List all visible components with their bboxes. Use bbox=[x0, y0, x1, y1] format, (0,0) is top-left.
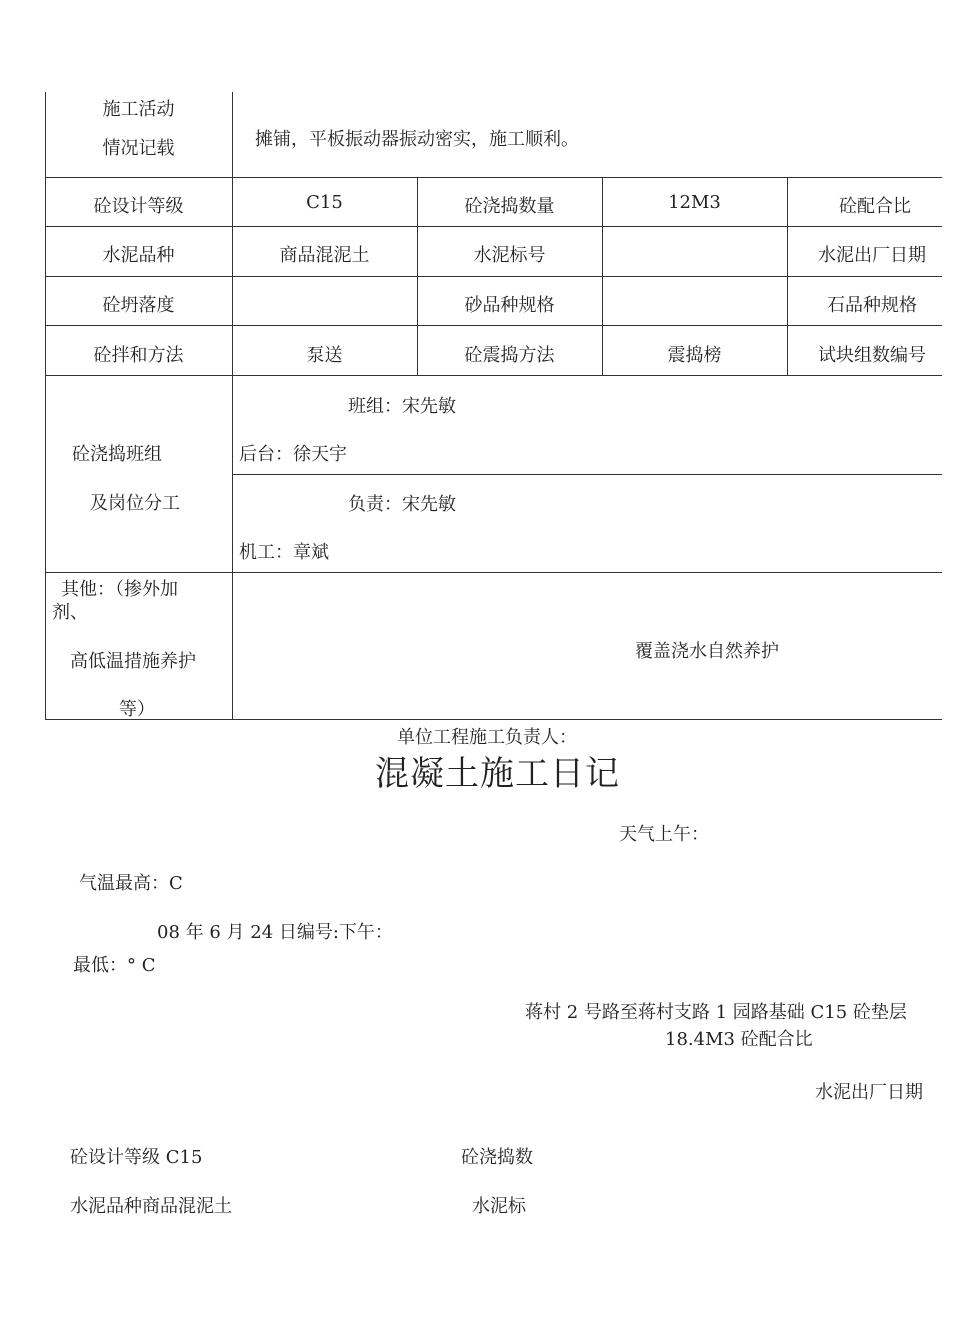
activity-text: 摊铺，平板振动器振动密实，施工顺利。 bbox=[255, 129, 579, 150]
mix-ratio-label: 砼配合比 bbox=[839, 196, 911, 217]
pour-quantity-value: 12M3 bbox=[668, 192, 721, 213]
design-grade-label: 砼设计等级 bbox=[93, 196, 184, 217]
pour-quantity-clipped: 砼浇捣数 bbox=[461, 1147, 533, 1168]
other-text: 覆盖浇水自然养护 bbox=[635, 641, 779, 662]
other-label-line1: 其他：（掺外加 bbox=[61, 579, 178, 600]
other-label-line4: 等） bbox=[119, 699, 155, 720]
stone-spec-label: 石品种规格 bbox=[827, 295, 917, 316]
date-line: 08 年 6 月 24 日编号:下午： bbox=[157, 922, 393, 943]
activity-label-line1: 施工活动 bbox=[102, 99, 175, 120]
other-label-line2: 剂、 bbox=[52, 602, 88, 623]
vibration-method-label: 砼震捣方法 bbox=[464, 345, 555, 366]
row-line-3 bbox=[45, 276, 942, 277]
cement-type-value: 商品混泥土 bbox=[279, 245, 370, 266]
mixing-method-label: 砼拌和方法 bbox=[93, 345, 184, 366]
row-line-2 bbox=[45, 226, 942, 227]
temp-high: 气温最高：C bbox=[79, 873, 183, 894]
cement-date-label: 水泥出厂日期 bbox=[818, 245, 926, 266]
crew-responsible: 负责：宋先敏 bbox=[348, 494, 456, 515]
row-line-crew-mid bbox=[232, 474, 942, 475]
crew-team: 班组：宋先敏 bbox=[348, 396, 456, 417]
table-col1-border bbox=[232, 92, 233, 720]
row-line-5 bbox=[45, 375, 942, 376]
sand-spec-label: 砂品种规格 bbox=[464, 295, 555, 316]
cement-type-clipped: 水泥品种商品混泥土 bbox=[70, 1196, 232, 1217]
temp-low: 最低：° C bbox=[73, 955, 156, 976]
row-line-bottom bbox=[45, 719, 942, 720]
cement-grade-label: 水泥标号 bbox=[473, 245, 546, 266]
row-line-4 bbox=[45, 325, 942, 326]
quantity-ratio: 18.4M3 砼配合比 bbox=[665, 1029, 813, 1050]
weather-am: 天气上午： bbox=[619, 824, 709, 845]
design-grade-value: C15 bbox=[306, 192, 343, 213]
design-grade-line: 砼设计等级 C15 bbox=[70, 1147, 203, 1168]
page-title: 混凝土施工日记 bbox=[375, 754, 620, 794]
cement-grade-clipped: 水泥标 bbox=[472, 1196, 526, 1217]
mixing-method-value: 泵送 bbox=[306, 345, 343, 366]
responsible-person-label: 单位工程施工负责人： bbox=[397, 727, 577, 748]
crew-mechanic: 机工：章斌 bbox=[239, 542, 329, 563]
project-name: 蒋村 2 号路至蒋村支路 1 园路基础 C15 砼垫层 bbox=[525, 1002, 907, 1023]
activity-label-line2: 情况记载 bbox=[102, 138, 175, 159]
other-label-line3: 高低温措施养护 bbox=[70, 651, 196, 672]
vibration-method-value: 震捣榜 bbox=[667, 345, 722, 366]
table-left-border bbox=[45, 92, 46, 720]
test-block-label: 试块组数编号 bbox=[818, 345, 926, 366]
crew-label-line2: 及岗位分工 bbox=[90, 493, 180, 514]
row-line-6 bbox=[45, 572, 942, 573]
cement-type-label: 水泥品种 bbox=[102, 245, 175, 266]
crew-backstage: 后台：徐天宇 bbox=[239, 444, 347, 465]
pour-quantity-label: 砼浇捣数量 bbox=[464, 196, 555, 217]
row-line-1 bbox=[45, 177, 942, 178]
cement-date-clipped: 水泥出厂日期 bbox=[815, 1082, 923, 1103]
slump-label: 砼坍落度 bbox=[102, 295, 175, 316]
crew-label-line1: 砼浇捣班组 bbox=[72, 444, 162, 465]
